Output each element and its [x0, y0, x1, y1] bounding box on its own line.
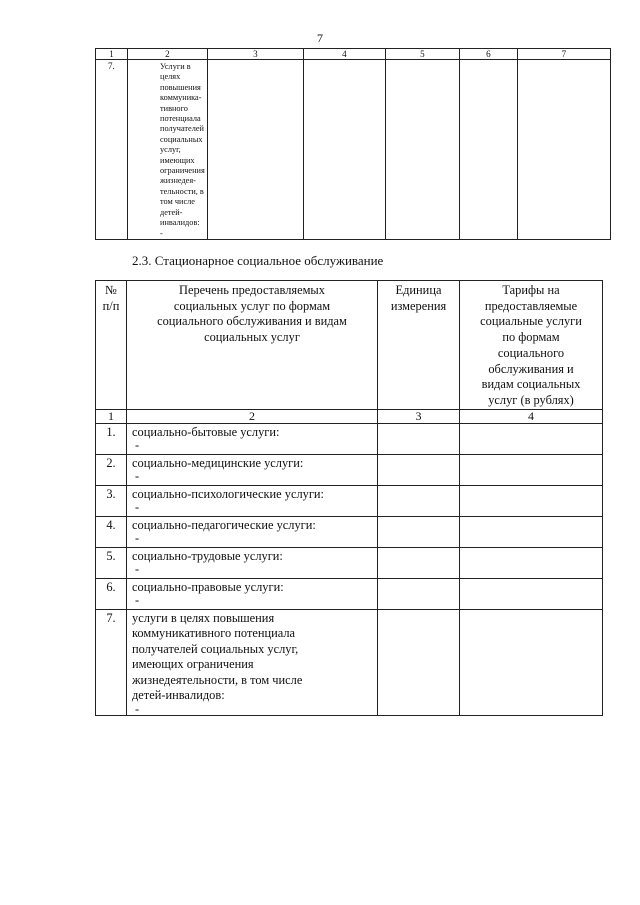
page-number: 7	[317, 31, 323, 45]
service-dash: -	[135, 531, 140, 546]
continued-services-table	[95, 48, 611, 240]
row-number: 4.	[96, 516, 127, 547]
table-row	[96, 578, 603, 609]
table-row	[96, 454, 603, 485]
service-name: социально-правовые услуги:	[132, 579, 284, 594]
row-number: 2.	[96, 454, 127, 485]
table1-col-number: 6	[459, 49, 517, 60]
table-row	[96, 423, 603, 454]
unit-cell	[378, 454, 460, 485]
tariff-cell	[460, 547, 603, 578]
service-dash: -	[135, 438, 140, 453]
row-number: 1.	[96, 423, 127, 454]
section-title: 2.3. Стационарное социальное обслуживание	[132, 253, 384, 268]
service-dash: -	[135, 701, 140, 716]
table-row	[96, 60, 611, 240]
service-cell	[127, 485, 378, 516]
tariff-cell	[460, 609, 603, 715]
service-dash: -	[135, 500, 140, 515]
table1-col-number: 5	[385, 49, 459, 60]
table1-col-number: 4	[303, 49, 385, 60]
col-number: 3	[378, 409, 460, 423]
empty-cell	[303, 60, 385, 240]
unit-cell	[378, 547, 460, 578]
row-number: 7.	[96, 60, 128, 240]
row-number: 5.	[96, 547, 127, 578]
table1-column-numbers	[96, 49, 611, 60]
column-numbers-row	[96, 409, 603, 423]
row-number: 7.	[96, 609, 127, 715]
service-name: социально-бытовые услуги:	[132, 424, 280, 439]
service-name: социально-медицинские услуги:	[132, 455, 304, 470]
empty-cell	[207, 60, 303, 240]
col-number: 1	[96, 409, 127, 423]
tariff-cell	[460, 454, 603, 485]
table1-col-number: 1	[96, 49, 128, 60]
service-name: социально-трудовые услуги:	[132, 548, 283, 563]
row-number: 3.	[96, 485, 127, 516]
header-services: Перечень предоставляемых социальных услуг по формам социального обслуживания и видам социальных услуг	[127, 281, 378, 410]
table-row	[96, 485, 603, 516]
service-dash: -	[135, 469, 140, 484]
unit-cell	[378, 578, 460, 609]
stationary-services-table	[95, 280, 603, 716]
service-name: услуги в целях повышения коммуникативного потенциала получателей социальных услуг, имеющих ограничения жизнедеятельности, в том числе детей-инвалидов:	[132, 610, 303, 703]
service-cell	[127, 454, 378, 485]
header-unit: Единица измерения	[378, 281, 460, 410]
service-cell	[127, 578, 378, 609]
header-number: № п/п	[96, 281, 127, 410]
service-dash: -	[135, 562, 140, 577]
table-row	[96, 547, 603, 578]
header-tariff: Тарифы на предоставляемые социальные услуги по формам социального обслуживания и видам социальных услуг (в рублях)	[460, 281, 603, 410]
empty-cell	[517, 60, 610, 240]
service-name: социально-педагогические услуги:	[132, 517, 316, 532]
table-row	[96, 609, 603, 715]
service-dash: -	[135, 593, 140, 608]
service-name: социально-психологические услуги:	[132, 486, 324, 501]
tariff-cell	[460, 516, 603, 547]
col-number: 4	[460, 409, 603, 423]
empty-cell	[385, 60, 459, 240]
tariff-cell	[460, 485, 603, 516]
unit-cell	[378, 516, 460, 547]
unit-cell	[378, 485, 460, 516]
table1-col-number: 2	[128, 49, 208, 60]
unit-cell	[378, 423, 460, 454]
tariff-cell	[460, 423, 603, 454]
col-number: 2	[127, 409, 378, 423]
row-number: 6.	[96, 578, 127, 609]
service-cell	[127, 516, 378, 547]
service-cell	[127, 609, 378, 715]
service-name: Услуги в целях повышения коммуника- тивного потенциала получателей социальных услуг, имеющих ограничения жизнедея- тельности, в том числе детей- инвалидов: -	[128, 60, 208, 240]
service-cell	[127, 423, 378, 454]
empty-cell	[459, 60, 517, 240]
table-row	[96, 516, 603, 547]
service-cell	[127, 547, 378, 578]
unit-cell	[378, 609, 460, 715]
table-header-row	[96, 281, 603, 410]
table1-col-number: 3	[207, 49, 303, 60]
table1-col-number: 7	[517, 49, 610, 60]
tariff-cell	[460, 578, 603, 609]
